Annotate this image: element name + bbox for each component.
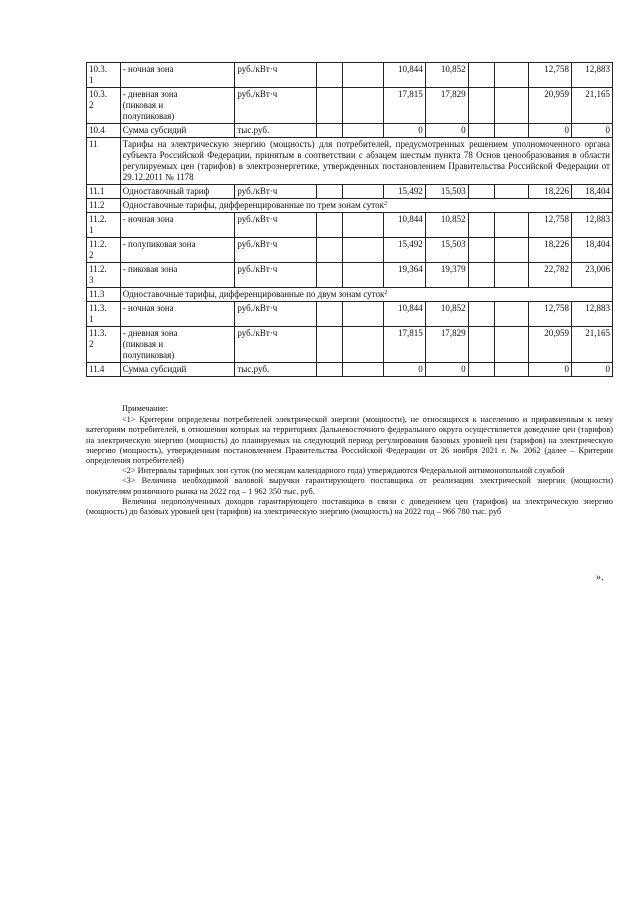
value-cell [495,238,529,263]
value-cell: 18,404 [571,238,612,263]
row-name-cell: - ночная зона [120,213,235,238]
table-row [87,185,613,199]
value-cell [495,185,529,199]
value-cell: 15,503 [425,185,468,199]
row-code-cell: 10.3. 2 [87,88,121,124]
row-unit-cell: тыс.руб. [235,363,317,377]
row-code-cell: 11 [87,138,121,185]
row-name-cell: Одноставочный тариф [120,185,235,199]
value-cell: 18,226 [529,238,572,263]
row-code-cell: 11.2 [87,199,121,213]
value-cell [342,185,383,199]
value-cell [468,238,495,263]
value-cell [495,124,529,138]
value-cell [495,363,529,377]
value-cell: 17,829 [425,327,468,363]
value-cell: 0 [383,124,425,138]
value-cell [317,263,343,288]
row-unit-cell: руб./кВт·ч [235,302,317,327]
value-cell: 17,815 [383,88,425,124]
value-cell: 17,815 [383,327,425,363]
row-unit-cell: руб./кВт·ч [235,185,317,199]
row-unit-cell: руб./кВт·ч [235,63,317,88]
table-row [87,63,613,88]
footnote-ref: 2 [384,201,387,207]
row-code-cell: 11.3 [87,288,121,302]
value-cell [468,263,495,288]
value-cell [317,213,343,238]
value-cell [468,327,495,363]
row-code-cell: 11.4 [87,363,121,377]
value-cell [468,363,495,377]
section-title: Одноставочные тарифы, дифференцированные по двум зонам суток [122,289,385,299]
section-title: Тарифы на электрическую энергию (мощность) для потребителей, предусмотренных решением уполномоченного органа субъекта Российской Федерации, принятым в соответствии с абзацем шестым пункта 78 Основ ценообразования в области регулируемых цен (тарифов) в электроэнергетике, утвержденных постановлением Правительства Российской Федерации от 29.12.2011 № 1178 [122,139,610,182]
value-cell: 0 [529,124,572,138]
value-cell [468,88,495,124]
value-cell [317,302,343,327]
section-row [87,199,613,213]
table-row [87,238,613,263]
note-1: <1> Критерии определены потребителей электрической энергии (мощности), не относящихся к населению и приравненным к нему категориям потребителей, в отношении которых на территориях Дальневосточного федерального округа осуществляется доведение цен (тарифов) на электрическую энергию (мощность) до планируемых на следующий период регулирования базовых уровней цен (тарифов) на электрическую энергию (мощность), утвержденным постановлением Правительства Российской Федерации от 26 ноября 2021 г. № 2062 (далее – Критерии определения потребителей) [86,415,613,466]
value-cell [342,63,383,88]
value-cell: 0 [425,363,468,377]
value-cell [342,238,383,263]
row-code-cell: 10.3. 1 [87,63,121,88]
value-cell: 10,844 [383,63,425,88]
row-unit-cell: руб./кВт·ч [235,327,317,363]
value-cell: 22,782 [529,263,572,288]
notes-section [86,404,613,517]
value-cell: 10,852 [425,213,468,238]
value-cell [342,302,383,327]
value-cell: 18,404 [571,185,612,199]
value-cell: 12,883 [571,213,612,238]
value-cell [495,88,529,124]
section-title-cell [120,288,612,302]
value-cell: 10,852 [425,63,468,88]
row-code-cell: 11.3. 2 [87,327,121,363]
value-cell: 21,165 [571,327,612,363]
value-cell: 10,844 [383,213,425,238]
section-title-cell [120,199,612,213]
value-cell: 12,883 [571,63,612,88]
value-cell: 12,883 [571,302,612,327]
value-cell: 15,492 [383,185,425,199]
row-code-cell: 11.2. 3 [87,263,121,288]
notes-title: Примечание: [122,404,169,413]
section-row [87,138,613,185]
value-cell: 10,852 [425,302,468,327]
value-cell [495,327,529,363]
value-cell [342,327,383,363]
value-cell: 21,165 [571,88,612,124]
value-cell [468,185,495,199]
value-cell [317,238,343,263]
row-unit-cell: руб./кВт·ч [235,238,317,263]
value-cell [342,88,383,124]
row-code-cell: 11.2. 1 [87,213,121,238]
value-cell: 15,503 [425,238,468,263]
value-cell [495,263,529,288]
section-title-cell [120,138,612,185]
value-cell: 15,492 [383,238,425,263]
value-cell: 0 [425,124,468,138]
value-cell: 12,758 [529,213,572,238]
section-row [87,288,613,302]
row-code-cell: 10.4 [87,124,121,138]
table-row [87,327,613,363]
value-cell [468,213,495,238]
value-cell: 20,959 [529,88,572,124]
value-cell: 19,364 [383,263,425,288]
row-unit-cell: тыс.руб. [235,124,317,138]
row-unit-cell: руб./кВт·ч [235,213,317,238]
note-2: <2> Интервалы тарифных зон суток (по месяцам календарного года) утверждаются Федеральной антимонопольной службой [122,466,565,476]
value-cell [468,124,495,138]
value-cell [495,302,529,327]
value-cell: 20,959 [529,327,572,363]
value-cell: 23,006 [571,263,612,288]
value-cell: 10,844 [383,302,425,327]
value-cell [317,363,343,377]
value-cell: 12,758 [529,63,572,88]
row-name-cell: - дневная зона (пиковая и полупиковая) [120,88,235,124]
row-unit-cell: руб./кВт·ч [235,88,317,124]
row-name-cell: - ночная зона [120,302,235,327]
value-cell: 18,226 [529,185,572,199]
tariff-table [86,62,613,377]
value-cell: 0 [529,363,572,377]
value-cell [342,213,383,238]
table-row [87,213,613,238]
value-cell [468,63,495,88]
section-title: Одноставочные тарифы, дифференцированные по трем зонам суток [122,200,384,210]
note-4: Величина недополученных доходов гарантирующего поставщика в связи с доведением цен (тарифов) на электрическую энергию (мощность) до базовых уровней цен (тарифов) на электрическую энергию (мощность) на 2022 год – 966 780 тыс. руб [86,496,613,517]
row-code-cell: 11.1 [87,185,121,199]
row-name-cell: - полупиковая зона [120,238,235,263]
table-row [87,263,613,288]
closing-quote: ». [596,572,604,583]
row-name-cell: Сумма субсидий [120,124,235,138]
row-name-cell: - ночная зона [120,63,235,88]
row-code-cell: 11.3. 1 [87,302,121,327]
footnote-ref: 2 [384,290,388,296]
value-cell [495,213,529,238]
value-cell [317,327,343,363]
value-cell: 19,379 [425,263,468,288]
value-cell: 12,758 [529,302,572,327]
note-3: <3> Величина необходимой валовой выручки гарантирующего поставщика от реализации электрической энергии (мощности) покупателям розничного рынка на 2022 год – 1 962 350 тыс. руб. [86,476,613,496]
row-unit-cell: руб./кВт·ч [235,263,317,288]
value-cell [468,302,495,327]
value-cell [317,185,343,199]
row-name-cell: Сумма субсидий [120,363,235,377]
value-cell [342,263,383,288]
value-cell [317,88,343,124]
table-row [87,302,613,327]
value-cell [342,124,383,138]
value-cell [317,63,343,88]
value-cell: 17,829 [425,88,468,124]
value-cell: 0 [571,124,612,138]
row-name-cell: - дневная зона (пиковая и полупиковая) [120,327,235,363]
table-row [87,124,613,138]
table-row [87,363,613,377]
value-cell: 0 [571,363,612,377]
value-cell [342,363,383,377]
value-cell [317,124,343,138]
value-cell: 0 [383,363,425,377]
row-code-cell: 11.2. 2 [87,238,121,263]
row-name-cell: - пиковая зона [120,263,235,288]
table-row [87,88,613,124]
value-cell [495,63,529,88]
